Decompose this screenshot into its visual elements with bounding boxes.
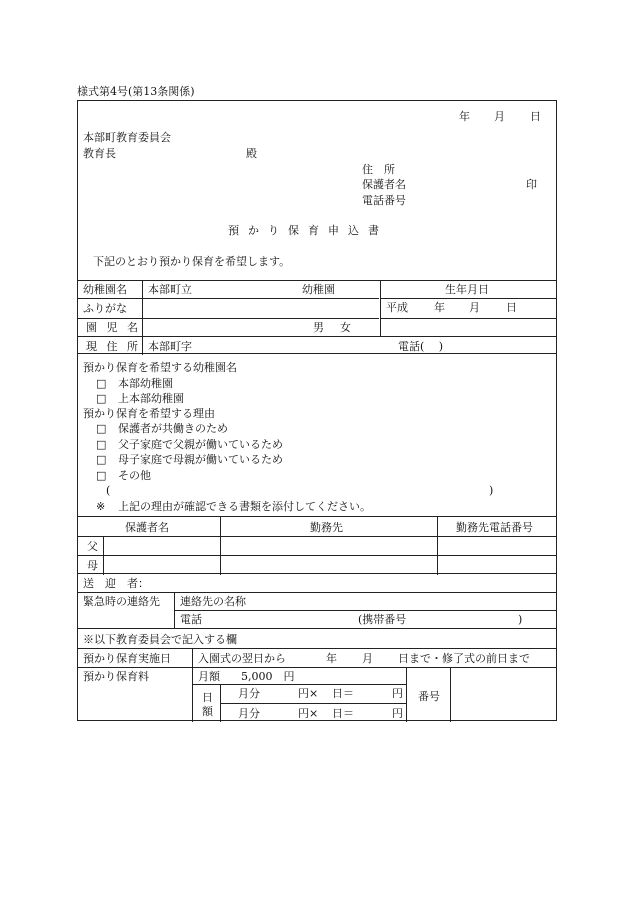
guardians-table — [77, 516, 557, 574]
period-year-unit: 年 — [326, 652, 337, 665]
daily-line-2-days: 日＝ — [332, 707, 354, 720]
applicant-phone-label: 電話番号 — [362, 194, 406, 207]
reason-heading: 預かり保育を希望する理由 — [83, 407, 215, 420]
checkbox-icon[interactable]: □ — [96, 422, 107, 435]
monthly-fee-value: 5,000 円 — [241, 670, 295, 683]
fee-label: 預かり保育料 — [83, 670, 149, 683]
birth-day-unit: 日 — [506, 301, 517, 314]
intro-text: 下記のとおり預かり保育を希望します。 — [93, 255, 291, 268]
kindergarten-name-label: 幼稚園名 — [83, 283, 127, 296]
reason-option-single-father: 父子家庭で父親が働いているため — [118, 438, 283, 451]
period-start-text: 入園式の翌日から — [198, 652, 286, 665]
daily-fee-label-bottom: 額 — [202, 705, 213, 718]
preferences-section — [77, 353, 557, 517]
reason-option-other: その他 — [118, 469, 151, 482]
checkbox-icon[interactable]: □ — [96, 392, 107, 405]
honorific: 殿 — [246, 147, 257, 160]
checkbox-icon[interactable]: □ — [96, 453, 107, 466]
monthly-fee-label: 月額 — [198, 670, 220, 683]
addressee-org: 本部町教育委員会 — [83, 131, 171, 144]
date-day: 日 — [530, 110, 541, 123]
contact-section — [77, 573, 557, 721]
period-label: 預かり保育実施日 — [83, 652, 171, 665]
kindergarten-option-motobu: 本部幼稚園 — [118, 377, 173, 390]
gender-male: 男 — [313, 321, 324, 334]
checkbox-icon[interactable]: □ — [96, 377, 107, 390]
contact-name-label: 連絡先の名称 — [180, 595, 246, 608]
reason-option-dual-income: 保護者が共働きのため — [118, 422, 228, 435]
seal-mark: 印 — [526, 178, 537, 191]
form-title: 預かり保育申込書 — [228, 224, 388, 237]
daily-line-1-yen-times: 円× — [298, 687, 319, 700]
child-phone-label: 電話( ) — [398, 340, 444, 353]
mother-row-label: 母 — [87, 559, 98, 572]
office-use-heading: ※以下教育委員会で記入する欄 — [83, 633, 237, 646]
kindergarten-preference-heading: 預かり保育を希望する幼稚園名 — [83, 361, 237, 374]
gender-female: 女 — [340, 321, 351, 334]
header-box — [77, 100, 557, 281]
father-row-label: 父 — [87, 540, 98, 553]
daily-line-1-days: 日＝ — [332, 687, 354, 700]
guardian-name-label: 保護者名 — [362, 178, 406, 191]
birth-year-unit: 年 — [434, 301, 445, 314]
kindergarten-prefix: 本部町立 — [148, 283, 192, 296]
mobile-number-label: (携帯番号 — [358, 613, 407, 626]
child-info-table — [77, 280, 557, 354]
birth-era: 平成 — [386, 301, 408, 314]
note-mark: ※ — [96, 500, 106, 513]
daily-line-2-yen: 円 — [392, 707, 403, 720]
daily-line-1-month: 月分 — [238, 687, 260, 700]
furigana-label: ふりがな — [83, 302, 127, 315]
emergency-contact-label: 緊急時の連絡先 — [83, 595, 160, 608]
other-paren-close: ) — [489, 484, 494, 497]
current-address-label: 現 住 所 — [86, 340, 141, 353]
address-prefix: 本部町字 — [148, 340, 192, 353]
daily-fee-label-top: 日 — [202, 691, 213, 704]
applicant-address-label: 住 所 — [362, 163, 395, 176]
checkbox-icon[interactable]: □ — [96, 438, 107, 451]
number-label: 番号 — [418, 690, 440, 703]
daily-line-2-month: 月分 — [238, 707, 260, 720]
date-month: 月 — [494, 110, 505, 123]
birthdate-label: 生年月日 — [445, 283, 489, 296]
kindergarten-option-kamimotobu: 上本部幼稚園 — [118, 392, 184, 405]
workplace-phone-column: 勤務先電話番号 — [456, 521, 533, 534]
attachment-note: 上記の理由が確認できる書類を添付してください。 — [118, 500, 371, 513]
birth-month-unit: 月 — [469, 301, 480, 314]
period-month-unit: 月 — [362, 652, 373, 665]
workplace-column: 勤務先 — [310, 521, 343, 534]
kindergarten-suffix: 幼稚園 — [302, 283, 335, 296]
form-number: 様式第4号(第13条関係) — [77, 85, 195, 98]
child-name-label: 園 児 名 — [86, 321, 141, 334]
guardian-name-column: 保護者名 — [125, 521, 169, 534]
daily-line-1-yen: 円 — [392, 687, 403, 700]
emergency-phone-label: 電話 — [180, 613, 202, 626]
date-year: 年 — [459, 110, 470, 123]
checkbox-icon[interactable]: □ — [96, 469, 107, 482]
other-paren-open: ( — [106, 484, 111, 497]
daily-line-2-yen-times: 円× — [298, 707, 319, 720]
mobile-close-paren: ) — [518, 613, 523, 626]
addressee-title: 教育長 — [83, 147, 116, 160]
reason-option-single-mother: 母子家庭で母親が働いているため — [118, 453, 283, 466]
period-end-text: 日まで・修了式の前日まで — [398, 652, 530, 665]
pickup-person-label: 送 迎 者： — [83, 577, 149, 590]
